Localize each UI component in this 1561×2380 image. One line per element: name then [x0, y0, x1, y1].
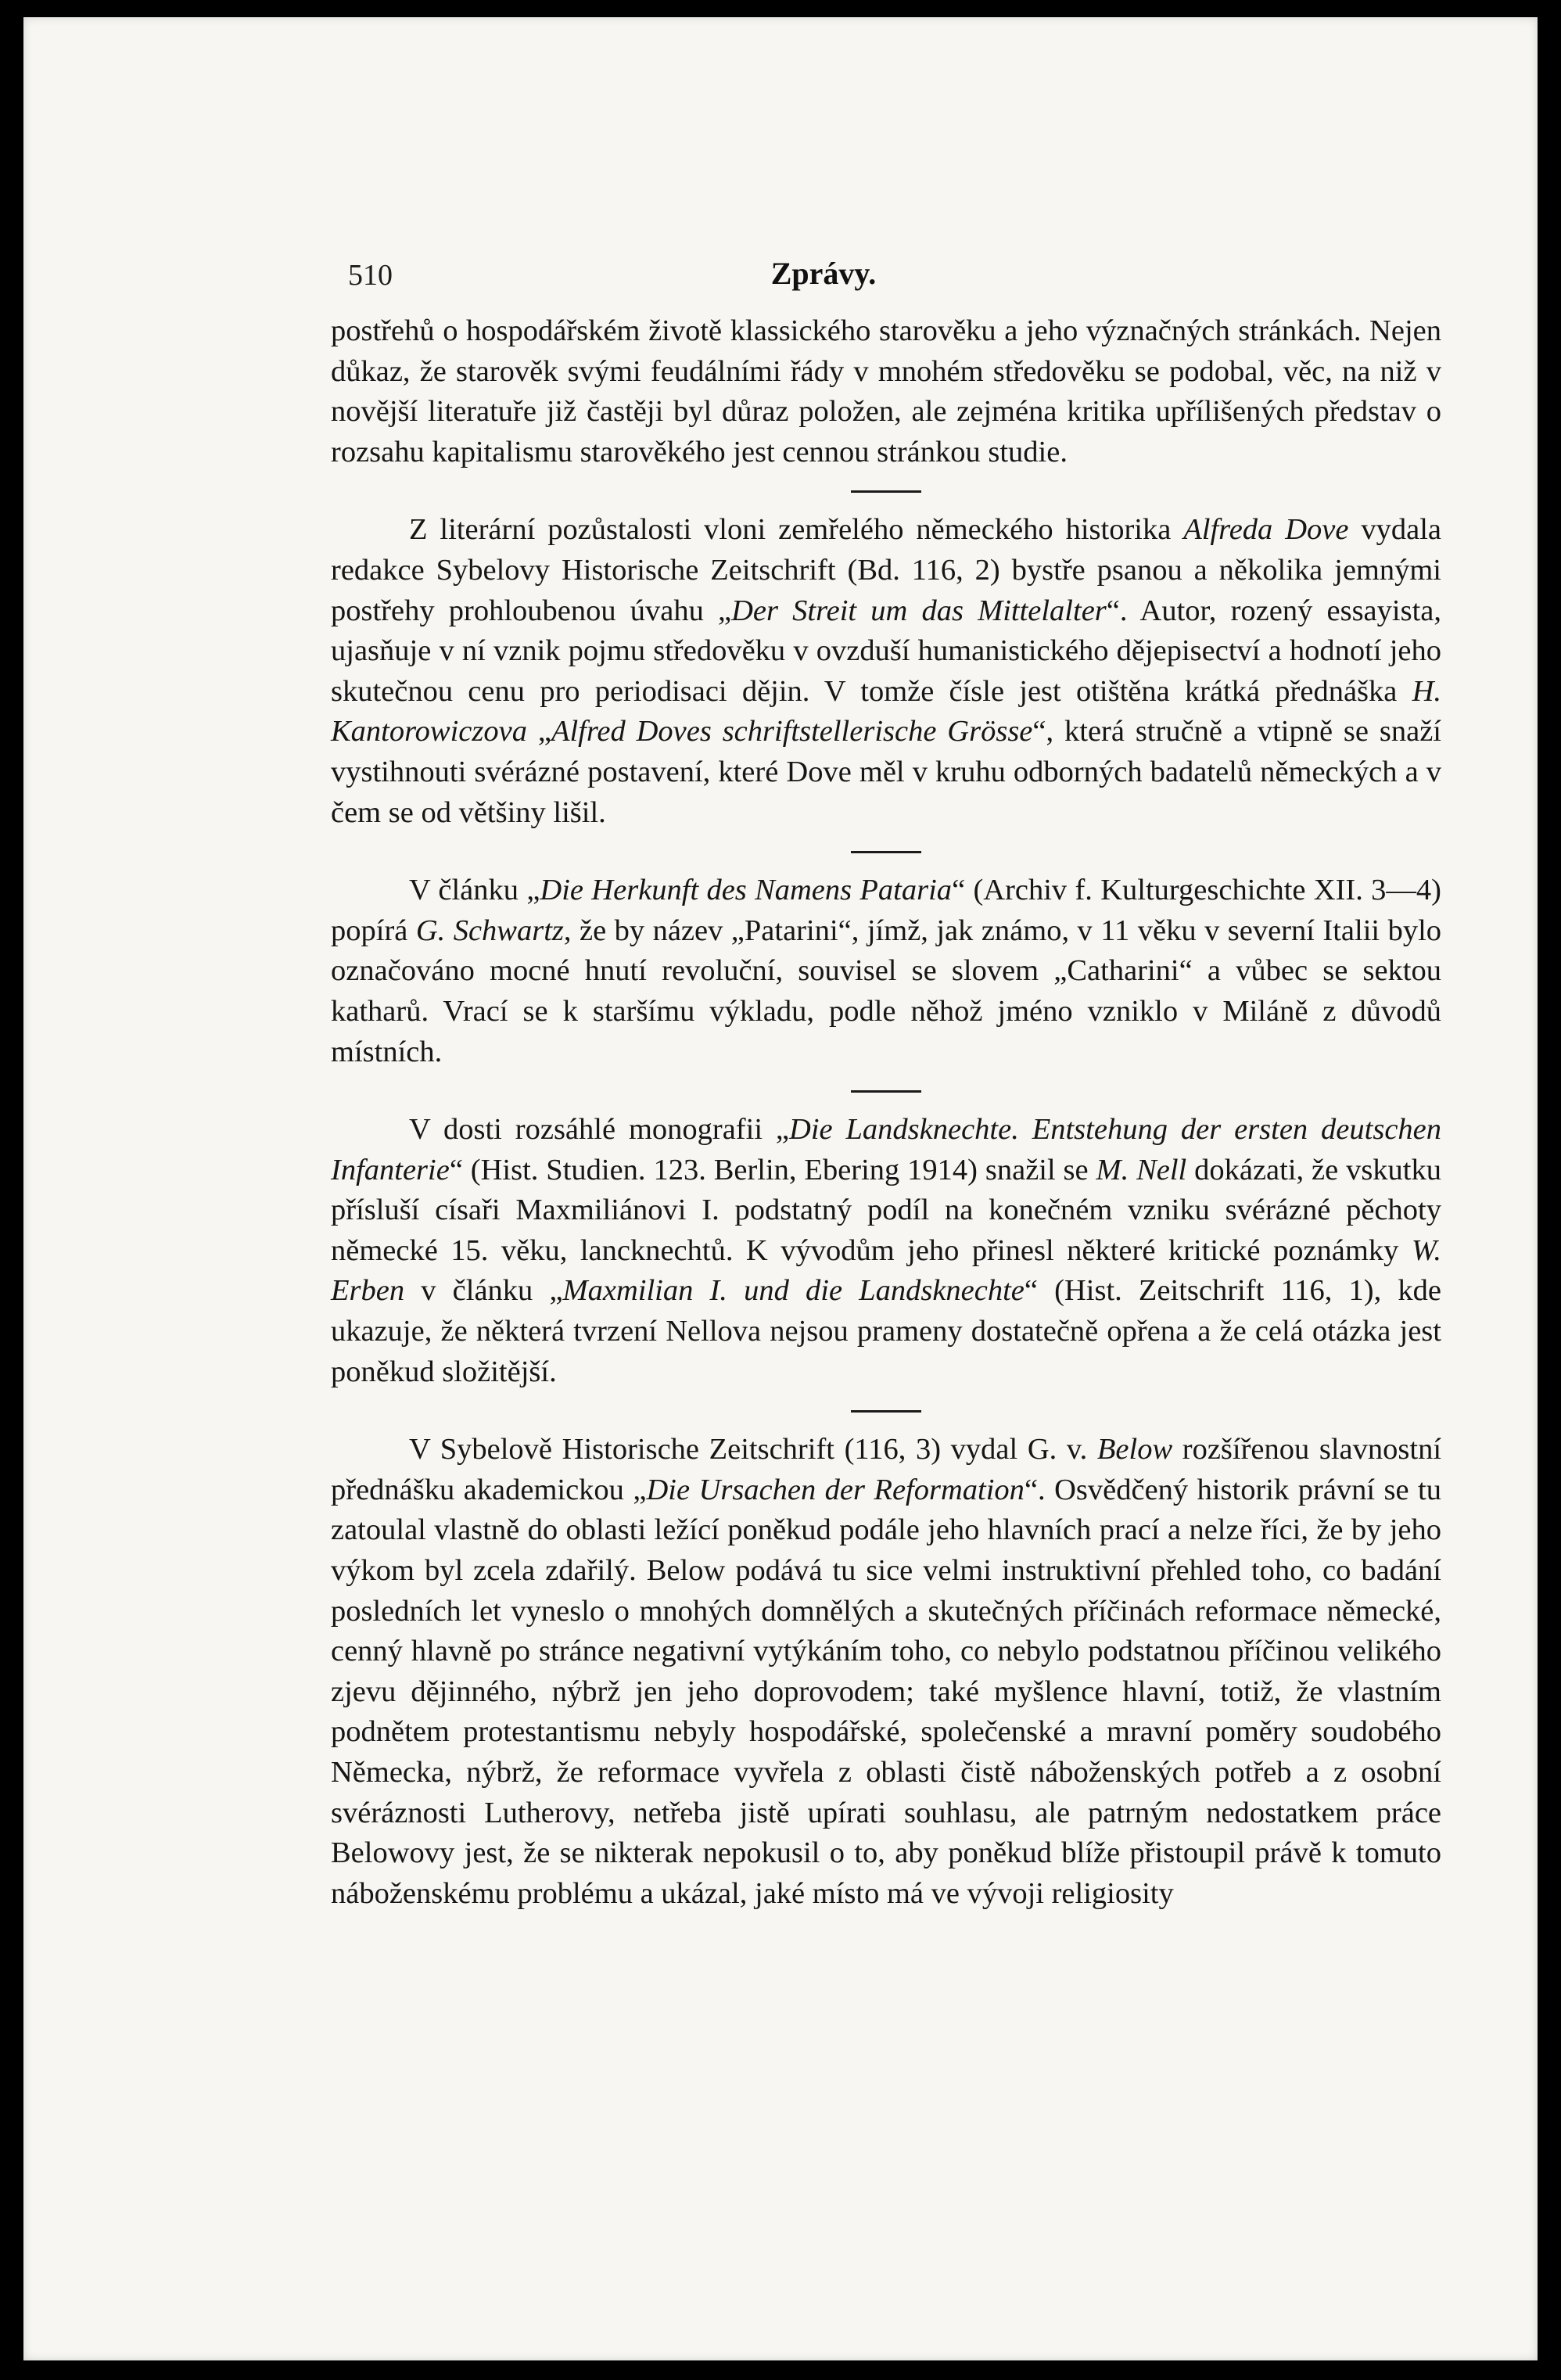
running-head-title: Zprávy.	[770, 256, 877, 291]
italic-text-run: H. Kantorowiczova	[331, 674, 1441, 748]
italic-text-run: Die Herkunft des Namens Pataria	[540, 874, 953, 907]
section-separator	[851, 1090, 921, 1093]
text-run: V dosti rozsáhlé monografii „	[409, 1113, 790, 1147]
text-run: “ (Hist. Studien. 123. Berlin, Ebering 1914) snažil se	[449, 1153, 1096, 1186]
paragraph	[331, 311, 1441, 472]
italic-text-run: Alfreda Dove	[1183, 513, 1349, 547]
italic-text-run: Die Landsknechte. Entstehung der ersten deutschen Infanterie	[331, 1113, 1442, 1186]
italic-text-run: Below	[1096, 1433, 1173, 1466]
page-number: 510	[348, 259, 393, 292]
italic-text-run: Maxmilian I. und die Landsknechte	[562, 1274, 1025, 1308]
text-run: rozšířenou slavnostní přednášku akademickou „	[331, 1433, 1442, 1506]
section-separator	[851, 1410, 921, 1413]
paragraph	[331, 1430, 1441, 1914]
italic-text-run: W. Erben	[331, 1233, 1441, 1308]
text-run: vydala redakce Sybelovy Historische Zeitschrift (Bd. 116, 2) bystře psanou a několika jemnými postřehy prohloubenou úvahu „	[331, 513, 1441, 627]
italic-text-run: G. Schwartz	[415, 914, 564, 947]
italic-text-run: Alfred Doves schriftstellerische Grösse	[551, 715, 1033, 748]
text-run: postřehů o hospodářském životě klassického starověku a jeho význačných stránkách. Nejen důkaz, že starověk svými feudálními řády v mnohém středověku se podobal, věc, na niž v novější literatuře již častěji byl důraz položen, ale zejména kritika upřílišených představ o rozsahu kapitalismu starověkého jest cennou stránkou studie.	[331, 314, 1441, 468]
text-run: “ (Hist. Zeitschrift 116, 1), kde ukazuje, že některá tvrzení Nellova nejsou prameny dostatečně opřena a že celá otázka jest poněkud složitější.	[331, 1274, 1441, 1388]
text-run: V článku „	[409, 874, 540, 907]
italic-text-run: Der Streit um das Mittelalter	[731, 594, 1107, 627]
italic-text-run: M. Nell	[1096, 1153, 1187, 1186]
page-body	[331, 311, 1441, 1914]
text-run: Z literární pozůstalosti vloni zemřelého německého historika	[409, 513, 1184, 547]
text-run: “, která stručně a vtipně se snaží vystihnouti svérázné postavení, které Dove měl v kruhu odborných badatelů německých a v čem se od většiny lišil.	[331, 715, 1441, 829]
section-separator	[851, 490, 921, 493]
text-run: , že by název „Patarini“, jímž, jak známo, v 11 věku v severní Italii bylo označováno mocné hnutí revoluční, souvisel se slovem „Catharini“ a vůbec se sektou katharů. Vrací se k staršímu výkladu, podle něhož jméno vzniklo v Miláně z důvodů místních.	[331, 914, 1442, 1068]
paragraph	[331, 871, 1441, 1072]
section-separator	[851, 851, 921, 853]
paragraph	[331, 510, 1441, 833]
text-run: dokázati, že vskutku přísluší císaři Maxmiliánovi I. podstatný podíl na konečném vzniku svérázné pěchoty německé 15. věku, lancknechtů. K vývodům jeho přinesl některé kritické poznámky	[331, 1153, 1442, 1267]
paragraph	[331, 1110, 1441, 1392]
text-run: “ (Archiv f. Kulturgeschichte XII. 3—4) popírá	[331, 874, 1441, 947]
text-run: “. Autor, rozený essayista, ujasňuje v ní vznik pojmu středověku v ovzduší humanistického dějepisectví a hodnotí jeho skutečnou cenu pro periodisaci dějin. V tomže čísle jest otištěna krátká přednáška	[331, 594, 1441, 708]
text-run: v článku „	[404, 1274, 563, 1308]
text-run: V Sybelově Historische Zeitschrift (116, 3) vydal G. v.	[409, 1433, 1097, 1466]
text-run: “. Osvědčený historik právní se tu zatoulal vlastně do oblasti ležící poněkud podále jeho hlavních prací a nelze říci, že by jeho výkom byl zcela zdařilý. Below podává tu sice velmi instruktivní přehled toho, co badání posledních let vyneslo o mnohých domnělých a skutečných příčinách reformace německé, cenný hlavně po stránce negativní vytýkáním toho, co nebylo podstatnou příčinou velikého zjevu dějinného, nýbrž jen jeho doprovodem; také myšlence hlavní, totiž, že vlastním podnětem protestantismu nebyly hospodářské, společenské a mravní poměry soudobého Německa, nýbrž, že reformace vyvřela z oblasti čistě náboženských potřeb a z osobní svéráznosti Lutherovy, netřeba jistě upírati souhlasu, ale patrným nedostatkem práce Belowovy jest, že se nikterak nepokusil o to, aby poněkud blíže přistoupil právě k tomuto náboženskému problému a ukázal, jaké místo má ve vývoji religiosity	[331, 1473, 1441, 1910]
italic-text-run: Die Ursachen der Reformation	[646, 1473, 1025, 1506]
text-run: „	[526, 715, 551, 748]
